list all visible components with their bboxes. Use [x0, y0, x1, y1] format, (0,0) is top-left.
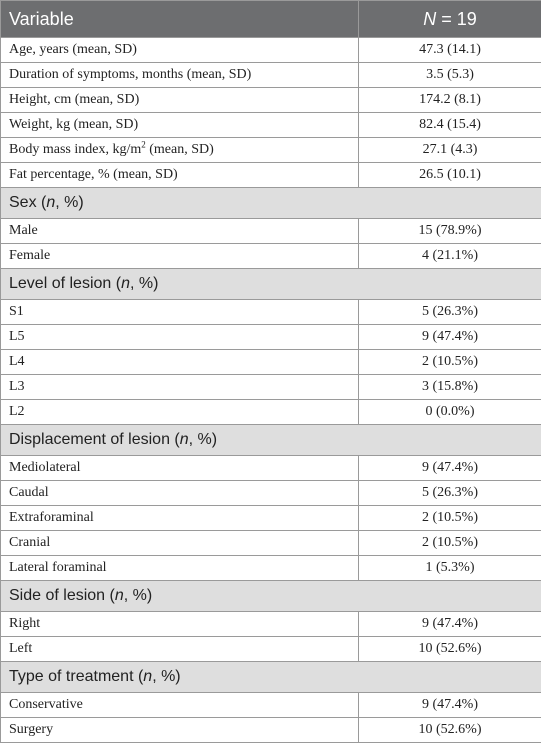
row-value: 3 (15.8%)	[359, 375, 541, 400]
row-value: 3.5 (5.3)	[359, 63, 541, 88]
row-value: 9 (47.4%)	[359, 325, 541, 350]
section-title-suffix: , %)	[152, 668, 181, 685]
row-label: L2	[1, 400, 359, 425]
row-value: 82.4 (15.4)	[359, 113, 541, 138]
header-n-symbol: N	[423, 9, 437, 29]
row-label: L3	[1, 375, 359, 400]
row-label: Cranial	[1, 531, 359, 556]
section-header-sex	[1, 188, 541, 219]
table-row	[1, 244, 541, 269]
table-row	[1, 612, 541, 637]
table-row	[1, 138, 541, 163]
header-sample-size	[359, 1, 541, 38]
row-value: 174.2 (8.1)	[359, 88, 541, 113]
row-label: Lateral foraminal	[1, 556, 359, 581]
section-header-side-of-lesion	[1, 581, 541, 612]
row-label: Mediolateral	[1, 456, 359, 481]
table-row	[1, 325, 541, 350]
bmi-label-superscript: 2	[141, 139, 146, 150]
row-value: 9 (47.4%)	[359, 612, 541, 637]
section-title-text: Displacement of lesion (	[9, 431, 180, 448]
row-value: 10 (52.6%)	[359, 718, 541, 743]
row-value: 15 (78.9%)	[359, 219, 541, 244]
section-title	[1, 188, 541, 219]
section-header-level-of-lesion	[1, 269, 541, 300]
table-row	[1, 88, 541, 113]
section-title-text: Side of lesion (	[9, 587, 115, 604]
row-value: 2 (10.5%)	[359, 531, 541, 556]
section-title	[1, 269, 541, 300]
section-title-n: n	[114, 587, 124, 604]
table-row	[1, 219, 541, 244]
header-n-value: = 19	[436, 9, 477, 29]
row-label: Weight, kg (mean, SD)	[1, 113, 359, 138]
table-row	[1, 400, 541, 425]
section-title-n: n	[179, 431, 189, 448]
section-title-suffix: , %)	[123, 587, 153, 604]
row-label: Male	[1, 219, 359, 244]
row-label: Height, cm (mean, SD)	[1, 88, 359, 113]
row-label	[1, 138, 359, 163]
row-value: 5 (26.3%)	[359, 481, 541, 506]
row-label: S1	[1, 300, 359, 325]
section-title-n: n	[143, 668, 153, 685]
section-header-displacement-of-lesion	[1, 425, 541, 456]
table-row	[1, 375, 541, 400]
header-variable: Variable	[1, 1, 359, 38]
table-row	[1, 506, 541, 531]
row-value: 47.3 (14.1)	[359, 38, 541, 63]
table-row	[1, 531, 541, 556]
row-label: Conservative	[1, 693, 359, 718]
row-value: 4 (21.1%)	[359, 244, 541, 269]
row-value: 1 (5.3%)	[359, 556, 541, 581]
bmi-label-text: Body mass index, kg/m	[9, 142, 142, 157]
table-row	[1, 456, 541, 481]
section-title	[1, 581, 541, 612]
row-value: 0 (0.0%)	[359, 400, 541, 425]
table-row	[1, 556, 541, 581]
row-label: Extraforaminal	[1, 506, 359, 531]
table-row	[1, 300, 541, 325]
section-header-type-of-treatment	[1, 662, 541, 693]
row-value: 2 (10.5%)	[359, 506, 541, 531]
row-label: Right	[1, 612, 359, 637]
row-label: Caudal	[1, 481, 359, 506]
table-row	[1, 481, 541, 506]
row-value: 26.5 (10.1)	[359, 163, 541, 188]
section-title	[1, 425, 541, 456]
section-title-n: n	[121, 275, 130, 292]
section-title-suffix: , %)	[55, 194, 84, 211]
table-row	[1, 350, 541, 375]
row-label: Fat percentage, % (mean, SD)	[1, 163, 359, 188]
table-row	[1, 637, 541, 662]
table-row	[1, 163, 541, 188]
section-title-text: Type of treatment (	[9, 668, 144, 685]
table-header-row	[1, 1, 541, 38]
section-title-n: n	[46, 194, 56, 211]
row-label: Surgery	[1, 718, 359, 743]
row-label: Left	[1, 637, 359, 662]
table-row	[1, 693, 541, 718]
row-value: 27.1 (4.3)	[359, 138, 541, 163]
row-label: L5	[1, 325, 359, 350]
table-row	[1, 113, 541, 138]
table-row	[1, 718, 541, 743]
row-label: Female	[1, 244, 359, 269]
section-title-suffix: , %)	[188, 431, 218, 448]
row-value: 10 (52.6%)	[359, 637, 541, 662]
section-title-text: Level of lesion (	[9, 275, 122, 292]
row-label: Age, years (mean, SD)	[1, 38, 359, 63]
row-value: 9 (47.4%)	[359, 456, 541, 481]
row-value: 9 (47.4%)	[359, 693, 541, 718]
section-title-suffix: , %)	[129, 275, 159, 292]
table-row	[1, 63, 541, 88]
row-value: 2 (10.5%)	[359, 350, 541, 375]
table-row	[1, 38, 541, 63]
row-value: 5 (26.3%)	[359, 300, 541, 325]
row-label: L4	[1, 350, 359, 375]
section-title-text: Sex (	[9, 194, 47, 211]
bmi-label-suffix: (mean, SD)	[145, 142, 214, 157]
section-title	[1, 662, 541, 693]
row-label: Duration of symptoms, months (mean, SD)	[1, 63, 359, 88]
